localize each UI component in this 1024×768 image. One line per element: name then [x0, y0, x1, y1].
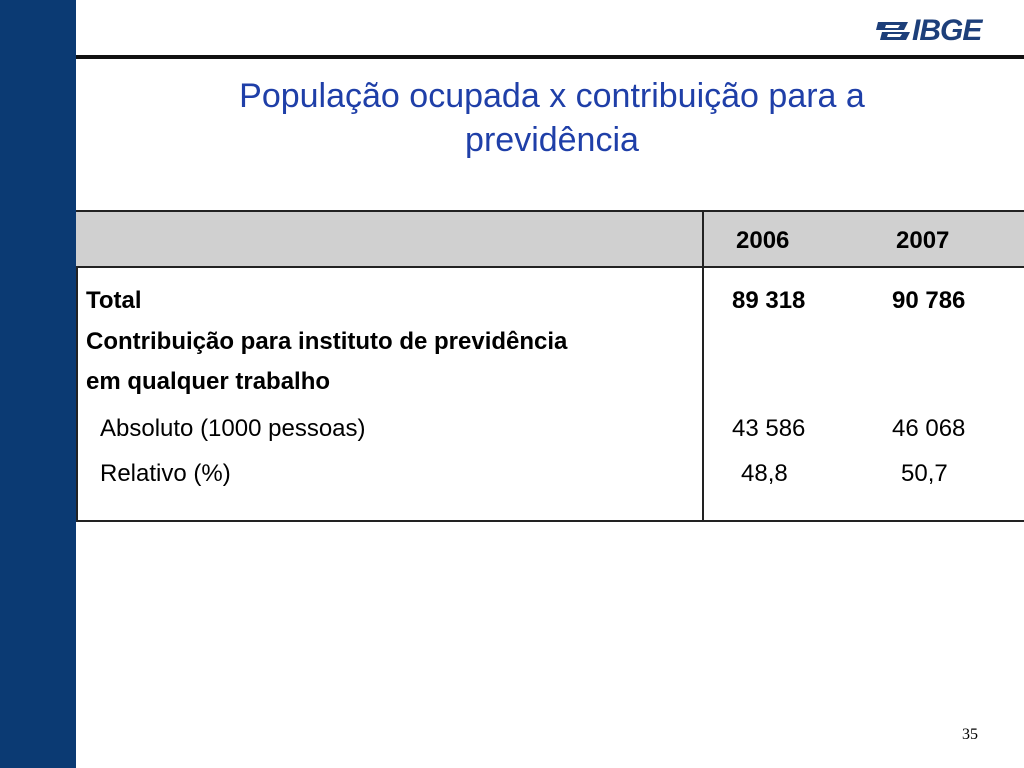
header-divider: [76, 55, 1024, 59]
slide-title-line-2: previdência: [465, 121, 639, 159]
column-divider: [702, 210, 704, 522]
ibge-logo-mark-icon: [876, 20, 912, 42]
left-accent-bar: [0, 0, 76, 768]
data-table: [76, 210, 1024, 522]
page-number: 35: [962, 726, 978, 743]
row-absolute-2006: 43 586: [732, 415, 806, 442]
slide-title: [110, 74, 994, 162]
row-total-label: Total: [86, 287, 142, 314]
row-contribution-label-line-2: em qualquer trabalho: [86, 368, 331, 395]
header-year-2006: 2006: [736, 227, 790, 254]
row-total-2007: 90 786: [892, 287, 966, 314]
ibge-logo: [876, 15, 1002, 47]
row-relative-label: Relativo (%): [100, 460, 231, 487]
row-absolute-2007: 46 068: [892, 415, 966, 442]
header-year-2007: 2007: [896, 227, 950, 254]
row-relative-2006: 48,8: [741, 460, 788, 487]
row-relative-2007: 50,7: [901, 460, 948, 487]
row-absolute-label: Absoluto (1000 pessoas): [100, 415, 366, 442]
table-left-border: [76, 266, 78, 522]
table-bottom-border: [76, 520, 1024, 522]
table-header: [76, 210, 1024, 268]
row-total-2006: 89 318: [732, 287, 806, 314]
ibge-logo-text: IBGE: [912, 14, 982, 47]
slide-title-line-1: População ocupada x contribuição para a: [239, 77, 865, 115]
row-contribution-label-line-1: Contribuição para instituto de previdência: [86, 328, 568, 355]
